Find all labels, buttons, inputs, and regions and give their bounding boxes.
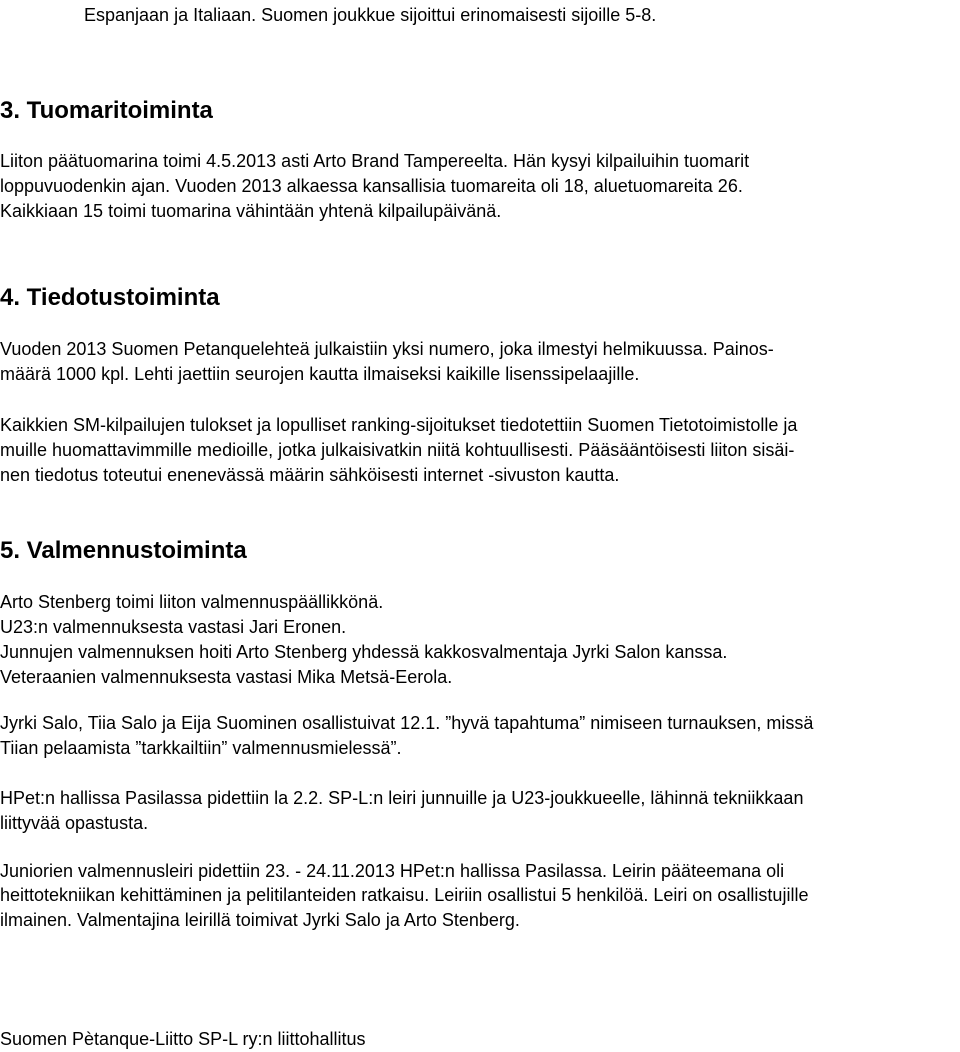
section-heading-tuomaritoiminta: 3. Tuomaritoiminta (0, 97, 213, 124)
paragraph-line: Vuoden 2013 Suomen Petanquelehteä julkaistiin yksi numero, joka ilmestyi helmikuussa. Painos- (0, 339, 774, 359)
section-heading-valmennustoiminta: 5. Valmennustoiminta (0, 537, 247, 564)
paragraph-line: Kaikkien SM-kilpailujen tulokset ja lopulliset ranking-sijoitukset tiedotettiin Suomen Tietotoimistolle ja (0, 415, 798, 435)
paragraph-line: liittyvää opastusta. (0, 813, 149, 833)
paragraph-line: loppuvuodenkin ajan. Vuoden 2013 alkaessa kansallisia tuomareita oli 18, aluetuomareita 26. (0, 176, 743, 196)
paragraph-line: U23:n valmennuksesta vastasi Jari Eronen. (0, 617, 347, 637)
paragraph-line: HPet:n hallissa Pasilassa pidettiin la 2.2. SP-L:n leiri junnuille ja U23-joukkueelle, lähinnä tekniikkaan (0, 788, 804, 808)
paragraph-line: Jyrki Salo, Tiia Salo ja Eija Suominen osallistuivat 12.1. ”hyvä tapahtuma” nimiseen turnauksen, missä (0, 713, 814, 733)
paragraph-line: Kaikkiaan 15 toimi tuomarina vähintään yhtenä kilpailupäivänä. (0, 201, 502, 221)
paragraph-line: määrä 1000 kpl. Lehti jaettiin seurojen kautta ilmaiseksi kaikille lisenssipelaajille. (0, 364, 640, 384)
paragraph-line: Veteraanien valmennuksesta vastasi Mika Metsä-Eerola. (0, 667, 453, 687)
paragraph-line: Junnujen valmennuksen hoiti Arto Stenberg yhdessä kakkosvalmentaja Jyrki Salon kanssa. (0, 642, 728, 662)
paragraph-line: ilmainen. Valmentajina leirillä toimivat Jyrki Salo ja Arto Stenberg. (0, 910, 520, 930)
signature-line: Suomen Pètanque-Liitto SP-L ry:n liittohallitus (0, 1029, 366, 1049)
section-heading-tiedotustoiminta: 4. Tiedotustoiminta (0, 284, 220, 311)
paragraph-line: heittotekniikan kehittäminen ja pelitilanteiden ratkaisu. Leiriin osallistui 5 henkilöä. Leiri on osallistujille (0, 885, 809, 905)
paragraph-line: muille huomattavimmille medioille, jotka julkaisivatkin niitä kohtuullisesti. Pääsääntöisesti liiton sisäi- (0, 440, 795, 460)
paragraph-line: Arto Stenberg toimi liiton valmennuspäällikkönä. (0, 592, 384, 612)
paragraph-line: nen tiedotus toteutui enenevässä määrin sähköisesti internet -sivuston kautta. (0, 465, 620, 485)
intro-line: Espanjaan ja Italiaan. Suomen joukkue sijoittui erinomaisesti sijoille 5-8. (84, 5, 657, 25)
paragraph-line: Tiian pelaamista ”tarkkailtiin” valmennusmielessä”. (0, 738, 402, 758)
paragraph-line: Juniorien valmennusleiri pidettiin 23. - 24.11.2013 HPet:n hallissa Pasilassa. Leirin pääteemana oli (0, 861, 785, 881)
paragraph-line: Liiton päätuomarina toimi 4.5.2013 asti Arto Brand Tampereelta. Hän kysyi kilpailuihin tuomarit (0, 151, 750, 171)
